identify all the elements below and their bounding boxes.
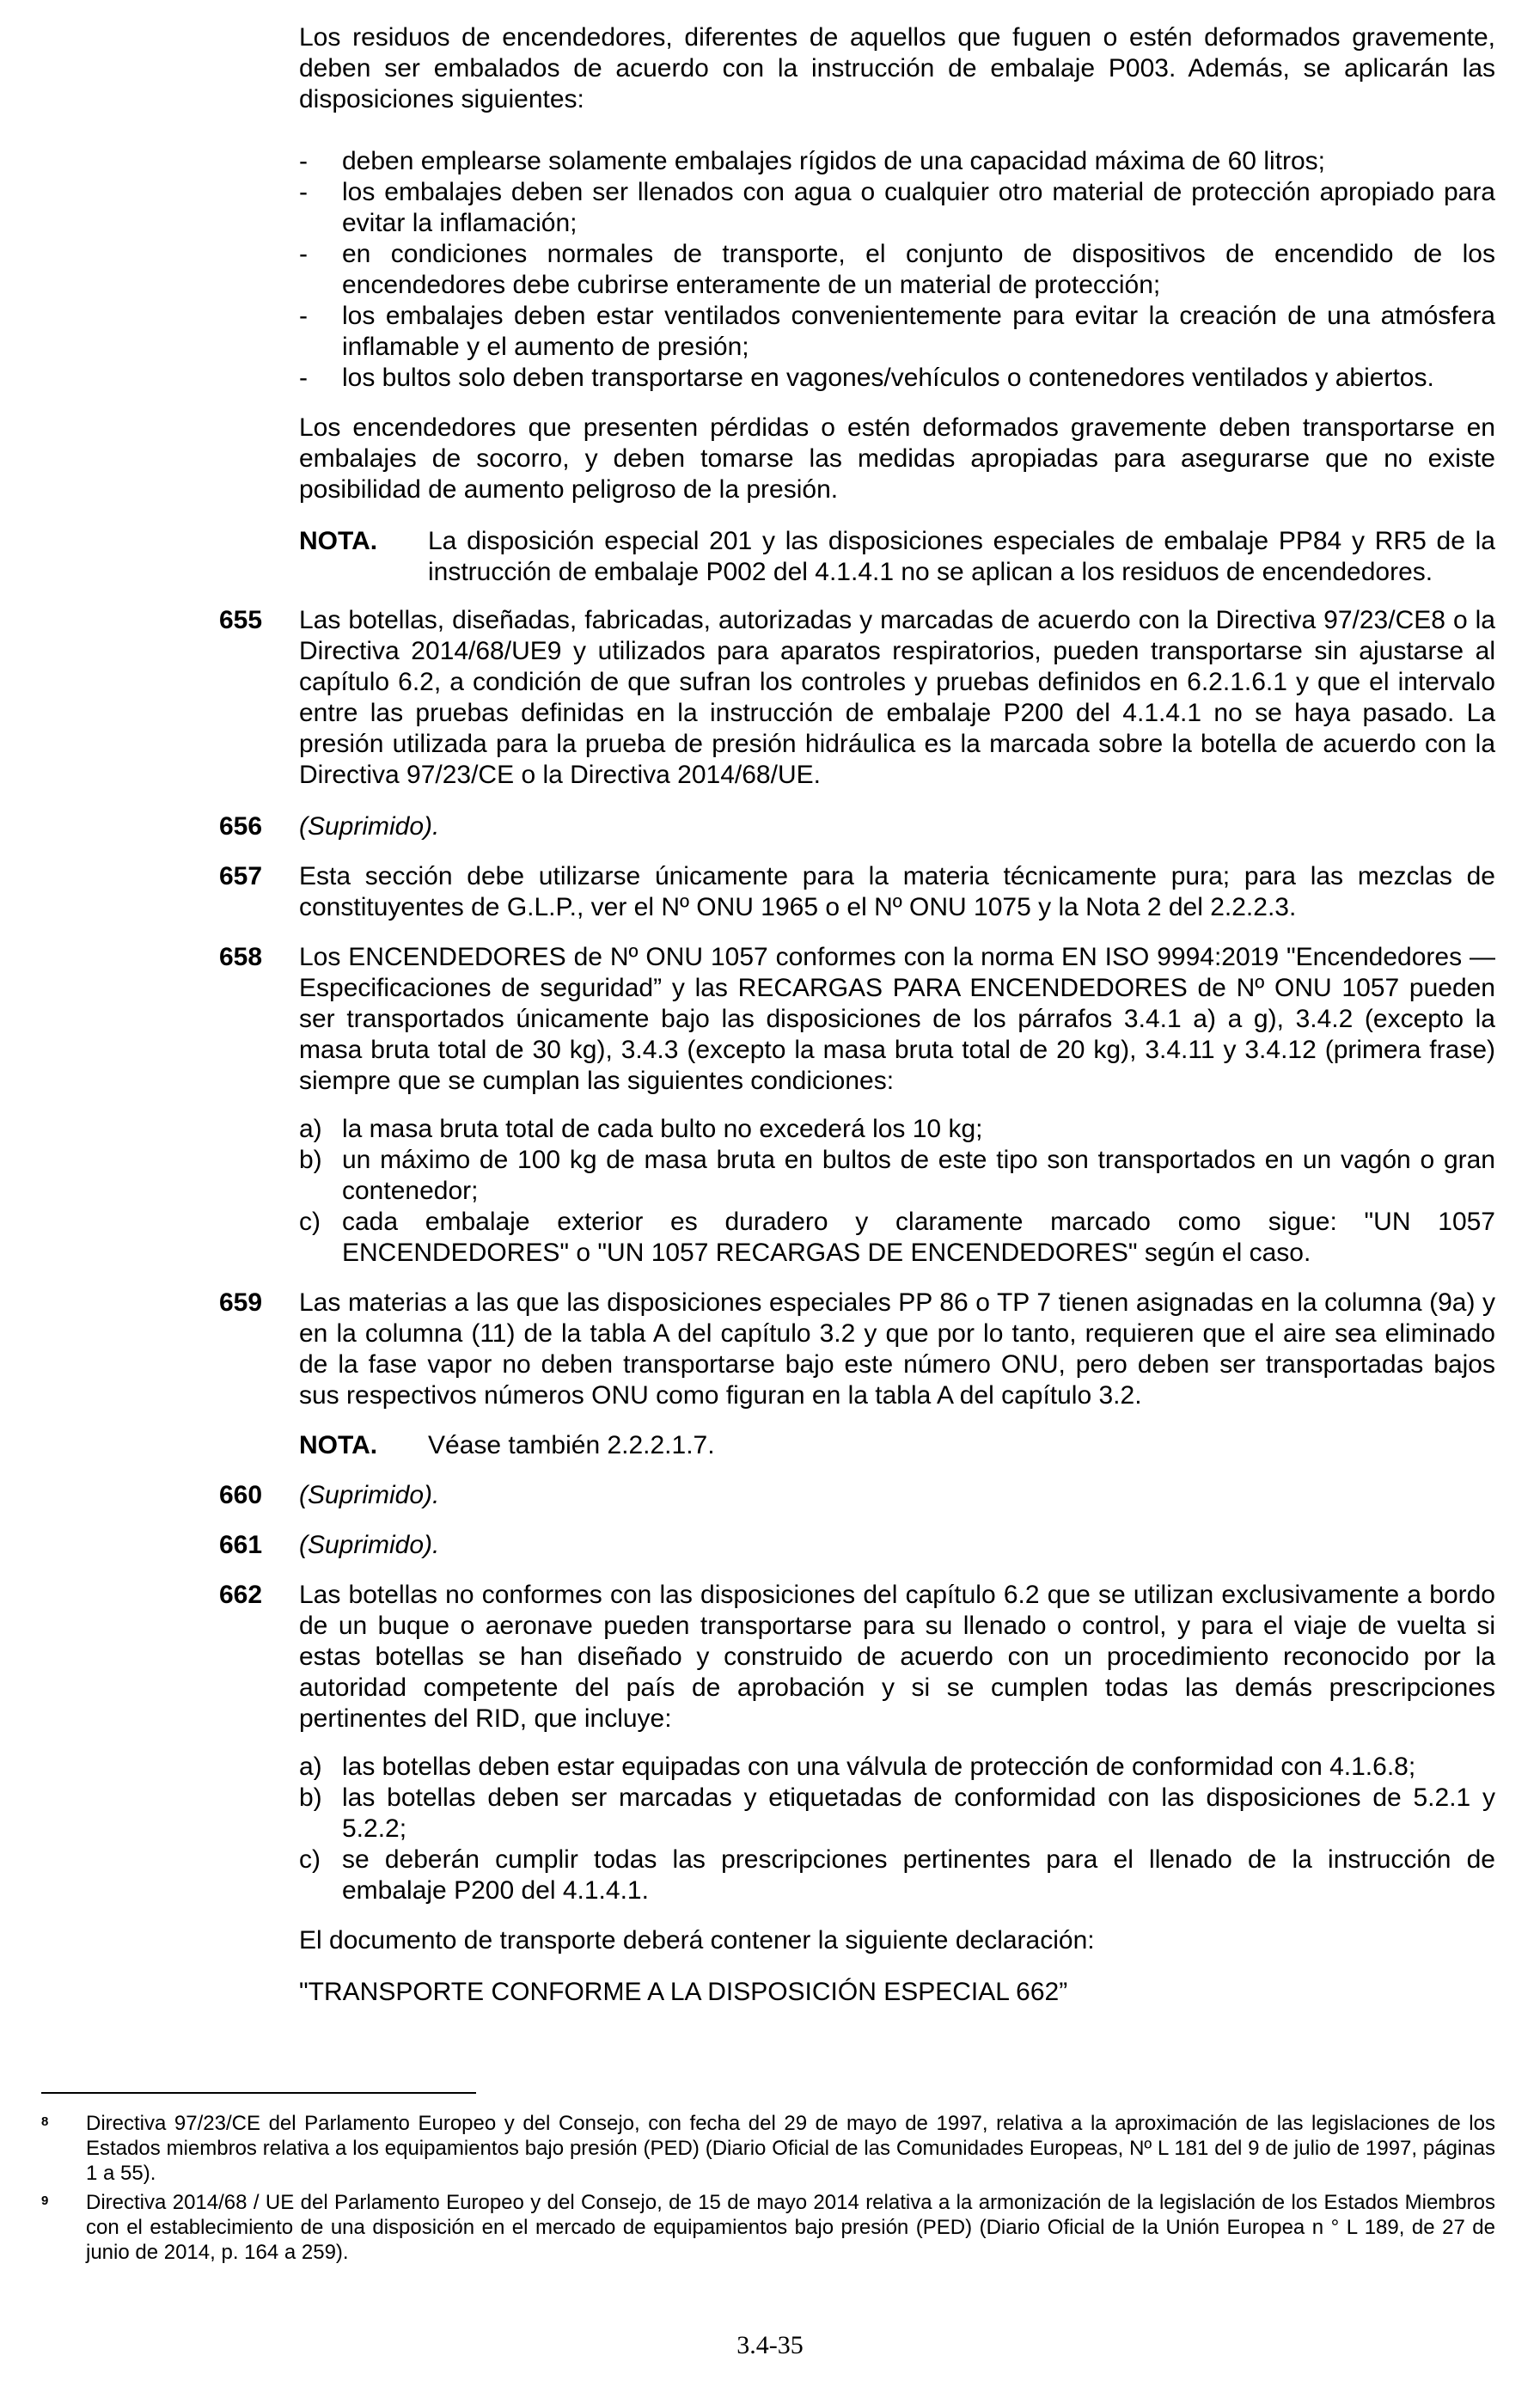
footnote-text: Directiva 2014/68 / UE del Parlamento Europeo y del Consejo, de 15 de mayo 2014 relativa a la armonización de la legislación de los Estados Miembros con el establecimiento de una disposición en el mercado de equipamientos bajo presión (PED) (Diario Oficial de la Unión Europea n ° L 189, de 27 de junio de 2014, p. 164 a 259). <box>86 2191 1495 2264</box>
dash-item <box>299 177 1495 239</box>
list-item-text: las botellas deben estar equipadas con una válvula de protección de conformidad con 4.1.6.8; <box>342 1753 1416 1781</box>
list-item <box>299 1845 1495 1906</box>
dash-item <box>299 363 1495 394</box>
list-item-text: un máximo de 100 kg de masa bruta en bultos de este tipo son transportados en un vagón o gran contenedor; <box>342 1146 1495 1205</box>
intro-paragraph-2: Los encendedores que presenten pérdidas o estén deformados gravemente deben transportarse en embalajes de socorro, y deben tomarse las medidas apropiadas para asegurarse que no existe posibilidad de aumento peligroso de la presión. <box>299 413 1495 504</box>
dash-item <box>299 146 1495 177</box>
provision-number: 656 <box>219 812 263 841</box>
list-item-text: las botellas deben ser marcadas y etiquetadas de conformidad con las disposiciones de 5.2.1 y 5.2.2; <box>342 1783 1495 1843</box>
dash-marker: - <box>299 302 308 330</box>
nota-label: NOTA. <box>299 527 378 555</box>
list-marker: a) <box>299 1753 322 1781</box>
nota <box>299 1430 1495 1461</box>
provision-text: Esta sección debe utilizarse únicamente para la materia técnicamente pura; para las mezclas de constituyentes de G.L.P., ver el Nº ONU 1965 o el Nº ONU 1075 y la Nota 2 del 2.2.2.3. <box>299 862 1495 921</box>
declaration-intro: El documento de transporte deberá contener la siguiente declaración: <box>299 1926 1095 1955</box>
nota-text: La disposición especial 201 y las disposiciones especiales de embalaje PP84 y RR5 de la instrucción de embalaje P002 del 4.1.4.1 no se aplican a los residuos de encendedores. <box>428 527 1495 586</box>
dash-item-text: los embalajes deben ser llenados con agua o cualquier otro material de protección apropiado para evitar la inflamación; <box>342 178 1495 237</box>
footnote-separator <box>41 2092 476 2094</box>
footnote <box>41 2190 1495 2265</box>
dash-item <box>299 301 1495 363</box>
provision-number: 661 <box>219 1531 263 1559</box>
footnote-text: Directiva 97/23/CE del Parlamento Europeo y del Consejo, con fecha del 29 de mayo de 1997, relativa a la aproximación de las legislaciones de los Estados miembros relativa a los equipamientos bajo presión (PED) (Diario Oficial de las Comunidades Europeas, Nº L 181 del 9 de julio de 1997, páginas 1 a 55). <box>86 2112 1495 2185</box>
provision-text: Las botellas, diseñadas, fabricadas, autorizadas y marcadas de acuerdo con la Directiva 97/23/CE8 o la Directiva 2014/68/UE9 y utilizados para aparatos respiratorios, pueden transportarse sin ajustarse al capítulo 6.2, a condición de que sufran los controles y pruebas definidos en 6.2.1.6.1 y que el intervalo entre las pruebas definidas en la instrucción de embalaje P200 del 4.1.4.1 no se haya pasado. La presión utilizada para la prueba de presión hidráulica es la marcada sobre la botella de acuerdo con la Directiva 97/23/CE o la Directiva 2014/68/UE. <box>299 606 1495 789</box>
provision-text: Las botellas no conformes con las disposiciones del capítulo 6.2 que se utilizan exclusivamente a bordo de un buque o aeronave pueden transportarse para su llenado o control, y para el viaje de vuelta si estas botellas se han diseñado y construido de acuerdo con un procedimiento reconocido por la autoridad competente del país de aprobación y si se cumplen todas las demás prescripciones pertinentes del RID, que incluye: <box>299 1581 1495 1733</box>
provision-text: Los ENCENDEDORES de Nº ONU 1057 conformes con la norma EN ISO 9994:2019 "Encendedores — Especificaciones de seguridad” y las RECARGAS PARA ENCENDEDORES de Nº ONU 1057 pueden ser transportados únicamente bajo las disposiciones de los párrafos 3.4.1 a) a g), 3.4.2 (excepto la masa bruta total de 30 kg), 3.4.3 (excepto la masa bruta total de 20 kg), 3.4.11 y 3.4.12 (primera frase) siempre que se cumplan las siguientes condiciones: <box>299 943 1495 1095</box>
nota-text: Véase también 2.2.2.1.7. <box>428 1431 715 1459</box>
footnote-mark: 9 <box>41 2193 49 2208</box>
provision-number: 662 <box>219 1581 263 1609</box>
declaration-text: "TRANSPORTE CONFORME A LA DISPOSICIÓN ESPECIAL 662” <box>299 1978 1068 2006</box>
provision-text: Las materias a las que las disposiciones especiales PP 86 o TP 7 tienen asignadas en la columna (9a) y en la columna (11) de la tabla A del capítulo 3.2 y que por lo tanto, requieren que el aire sea eliminado de la fase vapor no deben transportarse bajo este número ONU, pero deben ser transportadas bajos sus respectivos números ONU como figuran en la tabla A del capítulo 3.2. <box>299 1288 1495 1410</box>
nota-label: NOTA. <box>299 1431 378 1459</box>
list-item-text: la masa bruta total de cada bulto no excederá los 10 kg; <box>342 1115 983 1143</box>
dash-item-text: deben emplearse solamente embalajes rígidos de una capacidad máxima de 60 litros; <box>342 147 1325 175</box>
dash-marker: - <box>299 240 308 268</box>
intro-paragraph: Los residuos de encendedores, diferentes de aquellos que fuguen o estén deformados gravemente, deben ser embalados de acuerdo con la instrucción de embalaje P003. Además, se aplicarán las disposiciones siguientes: <box>299 23 1495 113</box>
list-item <box>299 1783 1495 1845</box>
list-marker: a) <box>299 1115 322 1143</box>
dash-marker: - <box>299 178 308 206</box>
list-item <box>299 1752 1495 1783</box>
list-item-text: se deberán cumplir todas las prescripciones pertinentes para el llenado de la instrucción de embalaje P200 del 4.1.4.1. <box>342 1845 1495 1905</box>
dash-marker: - <box>299 364 308 392</box>
provision-number: 657 <box>219 862 263 890</box>
provision-text: (Suprimido). <box>299 1531 440 1559</box>
list-marker: b) <box>299 1146 322 1174</box>
page-number: 3.4-35 <box>736 2331 804 2359</box>
list-marker: c) <box>299 1845 321 1874</box>
list-marker: c) <box>299 1208 321 1236</box>
provision-number: 659 <box>219 1288 263 1317</box>
list-marker: b) <box>299 1783 322 1812</box>
provision-text: (Suprimido). <box>299 812 440 841</box>
list-item <box>299 1145 1495 1207</box>
dash-marker: - <box>299 147 308 175</box>
provision-text: (Suprimido). <box>299 1481 440 1509</box>
list-item <box>299 1207 1495 1269</box>
nota <box>299 526 1495 588</box>
footnote <box>41 2111 1495 2186</box>
dash-item-text: los bultos solo deben transportarse en vagones/vehículos o contenedores ventilados y abiertos. <box>342 364 1434 392</box>
footnote-mark: 8 <box>41 2114 49 2129</box>
provision-number: 655 <box>219 606 263 634</box>
list-item <box>299 1114 1495 1145</box>
list-item-text: cada embalaje exterior es duradero y claramente marcado como sigue: "UN 1057 ENCENDEDORES" o "UN 1057 RECARGAS DE ENCENDEDORES" según el caso. <box>342 1208 1495 1267</box>
provision-number: 660 <box>219 1481 263 1509</box>
dash-item-text: los embalajes deben estar ventilados convenientemente para evitar la creación de una atmósfera inflamable y el aumento de presión; <box>342 302 1495 361</box>
dash-item-text: en condiciones normales de transporte, el conjunto de dispositivos de encendido de los encendedores debe cubrirse enteramente de un material de protección; <box>342 240 1495 299</box>
dash-item <box>299 239 1495 301</box>
provision-number: 658 <box>219 943 263 971</box>
